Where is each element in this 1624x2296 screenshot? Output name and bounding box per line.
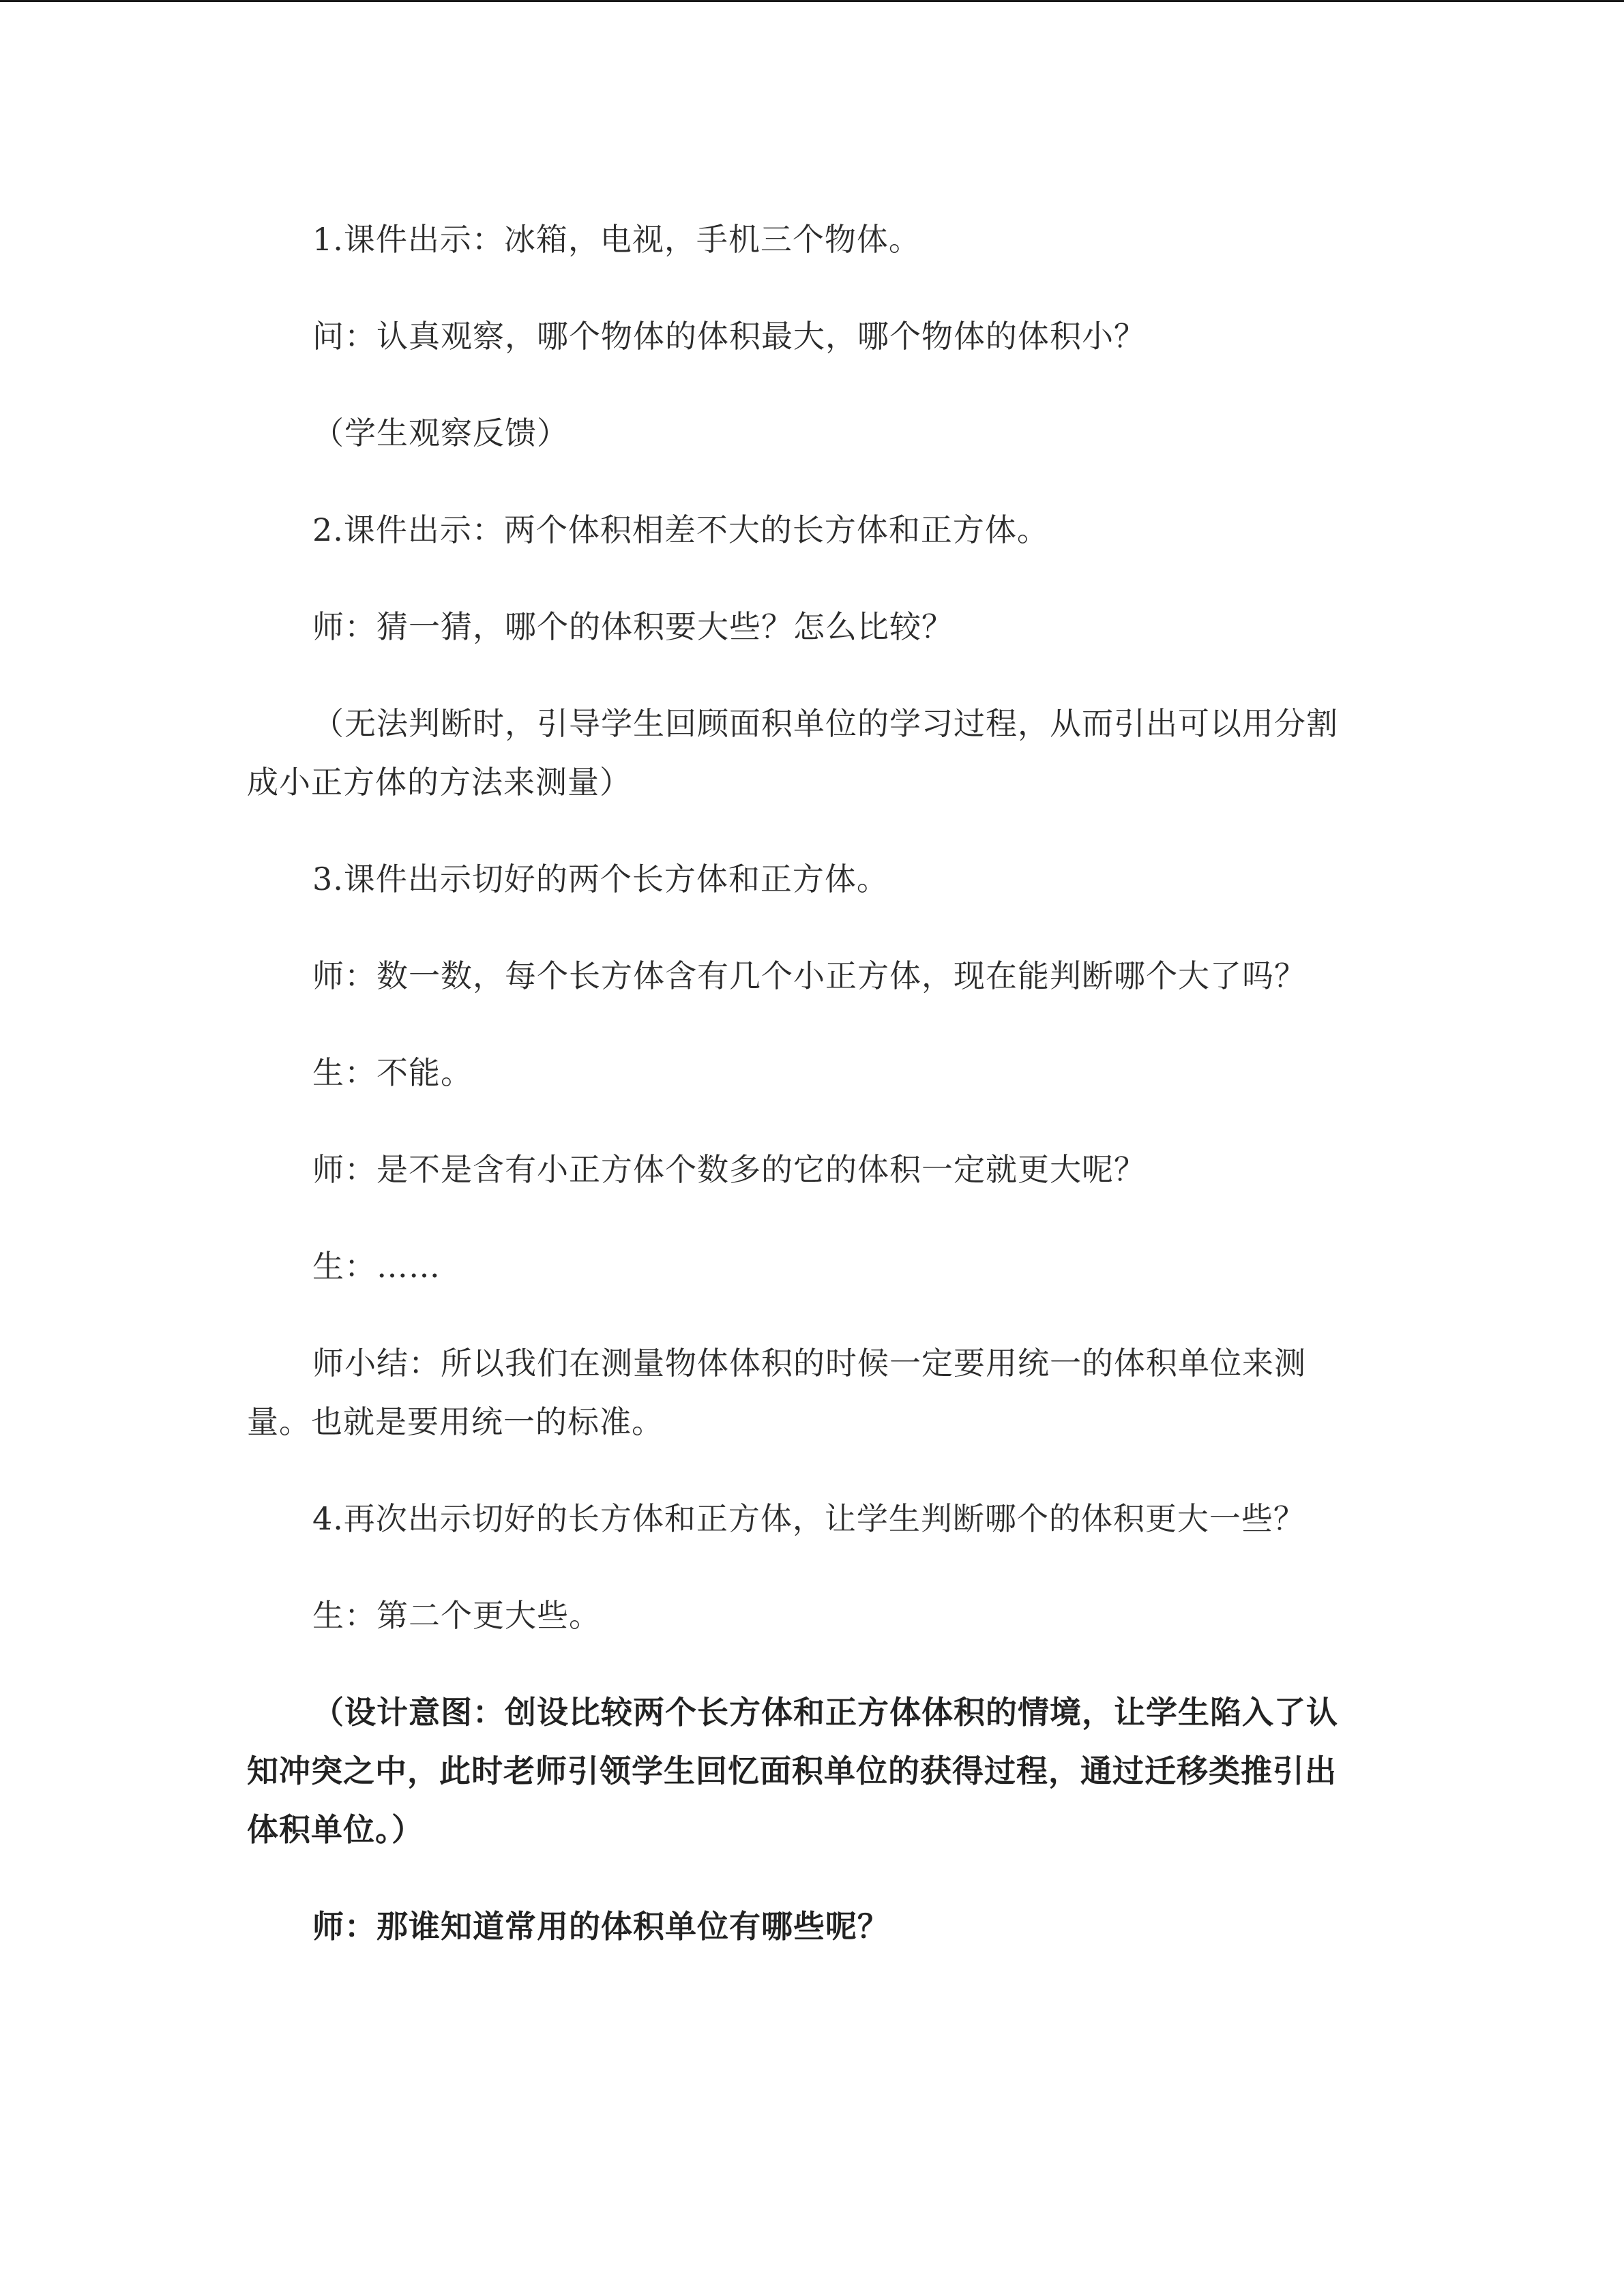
top-border-line	[0, 0, 1624, 2]
document-body	[247, 210, 1365, 1956]
paragraph-3: （学生观察反馈）	[312, 415, 569, 451]
design-intent-paragraph: （设计意图：创设比较两个长方体和正方体体积的情境，让学生陷入了认知冲突之中，此时老师引领学生回忆面积单位的获得过程，通过迁移类推引出体积单位。）	[247, 1694, 1338, 1848]
paragraph-1: 1.课件出示：冰箱，电视，手机三个物体。	[312, 221, 921, 258]
paragraph-10: 师：是不是含有小正方体个数多的它的体积一定就更大呢？	[312, 1151, 1146, 1188]
paragraph-6: （无法判断时，引导学生回顾面积单位的学习过程，从而引出可以用分割成小正方体的方法来测量）	[247, 705, 1338, 801]
paragraph-12: 师小结：所以我们在测量物体体积的时候一定要用统一的体积单位来测量。也就是要用统一的标准。	[247, 1345, 1306, 1440]
paragraph-5: 师：猜一猜，哪个的体积要大些？怎么比较？	[312, 608, 954, 645]
paragraph-7: 3.课件出示切好的两个长方体和正方体。	[312, 861, 889, 897]
paragraph-11: 生：……	[312, 1248, 441, 1285]
paragraph-8: 师：数一数，每个长方体含有几个小正方体，现在能判断哪个大了吗？	[312, 957, 1306, 994]
paragraph-13: 4.再次出示切好的长方体和正方体，让学生判断哪个的体积更大一些？	[312, 1500, 1305, 1537]
paragraph-2: 问：认真观察，哪个物体的体积最大，哪个物体的体积小？	[312, 318, 1146, 355]
teacher-question-paragraph: 师：那谁知道常用的体积单位有哪些呢？	[312, 1908, 889, 1945]
paragraph-14: 生：第二个更大些。	[312, 1597, 601, 1634]
paragraph-9: 生：不能。	[312, 1054, 473, 1091]
paragraph-4: 2.课件出示：两个体积相差不大的长方体和正方体。	[312, 511, 1049, 548]
